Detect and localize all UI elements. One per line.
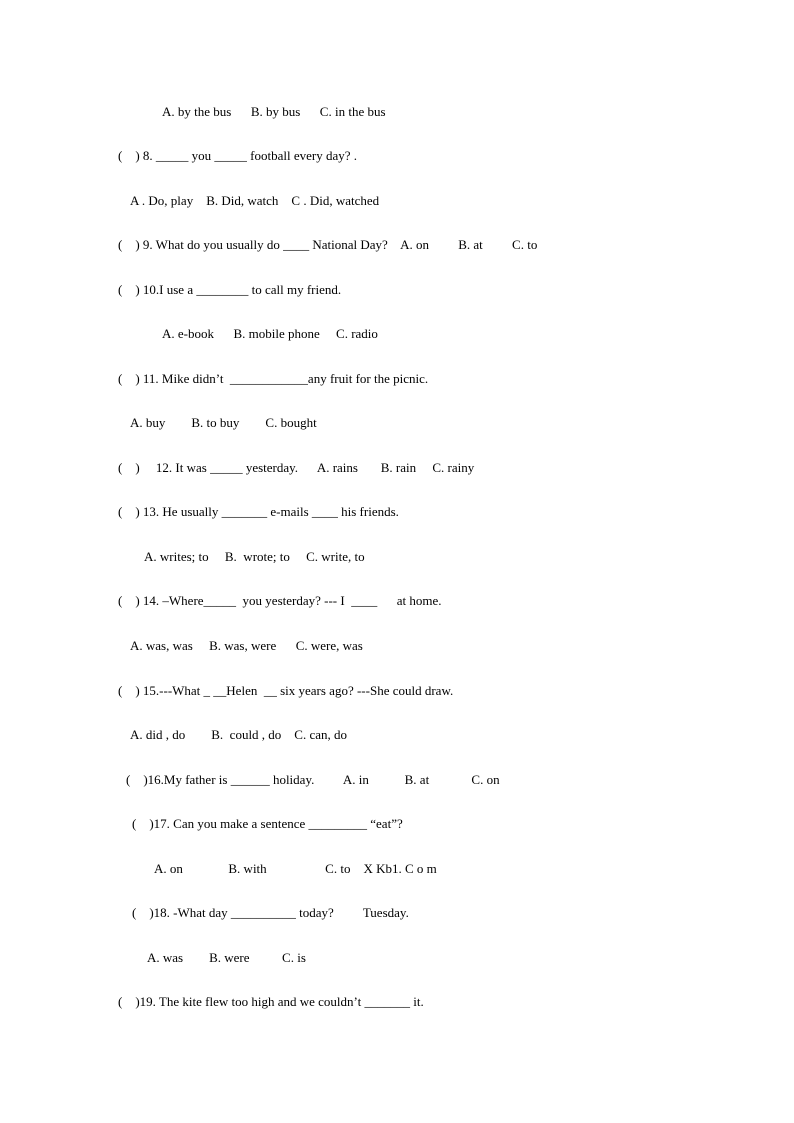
question-12: ( ) 12. It was _____ yesterday. A. rains B. rain C. rainy	[118, 460, 475, 475]
question-15: ( ) 15.---What _ __Helen __ six years ago? ---She could draw.	[118, 683, 454, 698]
options-q14: A. was, was B. was, were C. were, was	[130, 638, 363, 653]
question-13: ( ) 13. He usually _______ e-mails ____ his friends.	[118, 504, 399, 519]
question-8: ( ) 8. _____ you _____ football every day? .	[118, 148, 358, 163]
question-9: ( ) 9. What do you usually do ____ National Day? A. on B. at C. to	[118, 237, 538, 252]
options-q17: A. on B. with C. to X Kb1. C o m	[154, 861, 437, 876]
question-19: ( )19. The kite flew too high and we couldn’t _______ it.	[118, 994, 424, 1009]
question-17: ( )17. Can you make a sentence _________ “eat”?	[132, 816, 403, 831]
options-q11: A. buy B. to buy C. bought	[130, 415, 317, 430]
question-14: ( ) 14. –Where_____ you yesterday? --- I ____ at home.	[118, 593, 442, 608]
options-q13: A. writes; to B. wrote; to C. write, to	[144, 549, 365, 564]
question-16: ( )16.My father is ______ holiday. A. in B. at C. on	[126, 772, 500, 787]
question-11: ( ) 11. Mike didn’t ____________any fruit for the picnic.	[118, 371, 429, 386]
options-q15: A. did , do B. could , do C. can, do	[130, 727, 348, 742]
options-q10: A. e-book B. mobile phone C. radio	[162, 326, 378, 341]
question-10: ( ) 10.I use a ________ to call my friend.	[118, 282, 342, 297]
options-q8: A . Do, play B. Did, watch C . Did, watched	[130, 193, 380, 208]
options-q18: A. was B. were C. is	[147, 950, 306, 965]
options-q7: A. by the bus B. by bus C. in the bus	[162, 104, 386, 119]
question-18: ( )18. -What day __________ today? Tuesday.	[132, 905, 409, 920]
